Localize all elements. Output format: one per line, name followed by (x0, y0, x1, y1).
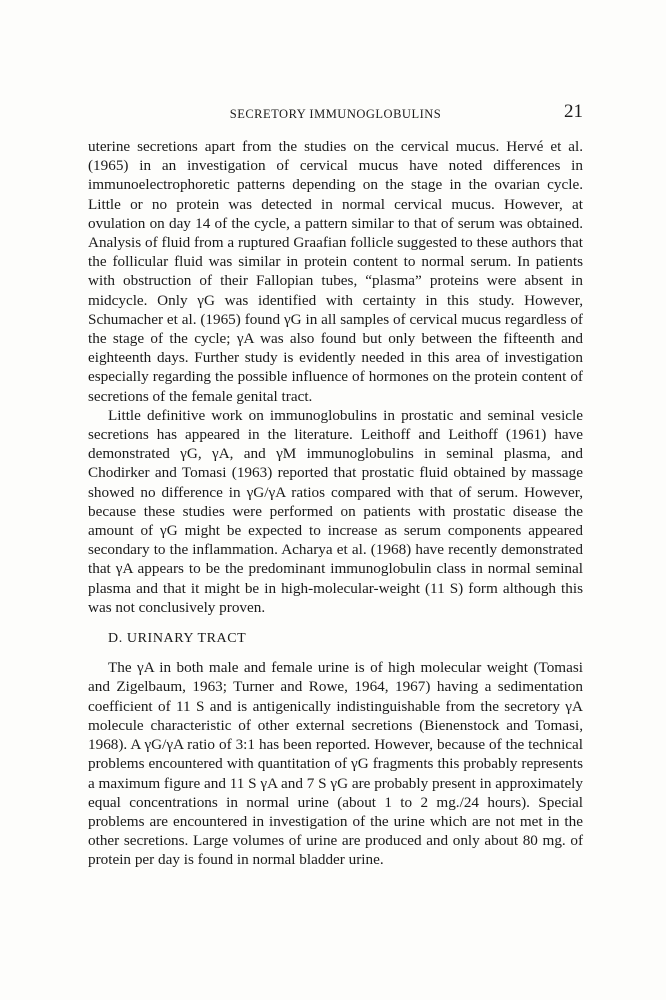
running-head (88, 101, 583, 127)
body-text (88, 137, 583, 870)
paragraph-seminal-plasma: Little definitive work on immunoglobulins in prostatic and seminal vesicle secretions has appeared in the literature. Leithoff and Leithoff (1961) have demonstrated γG, γA, and γM immunoglobulins in seminal plasma, and Chodirker and Tomasi (1963) reported that prostatic fluid obtained by massage showed no difference in γG/γA ratios compared with that of serum. However, because these studies were performed on patients with prostatic disease the amount of γG might be expected to increase as serum components appeared secondary to the inflammation. Acharya et al. (1968) have recently demonstrated that γA appears to be the predominant immunoglobulin class in normal seminal plasma and that it might be in high-molecular-weight (11 S) form although this was not conclusively proven. (88, 406, 583, 616)
section-heading-urinary-tract: D. URINARY TRACT (108, 631, 247, 647)
paragraph-urine: The γA in both male and female urine is of high molecular weight (Tomasi and Zigelbaum, 1963; Turner and Rowe, 1964, 1967) having a sedimentation coefficient of 11 S and is antigenically indistinguishable from the secretory γA molecule characteristic of other external secretions (Bienenstock and Tomasi, 1968). A γG/γA ratio of 3:1 has been reported. However, because of the technical problems encountered with quantitation of γG fragments this probably represents a maximum figure and 11 S γA and 7 S γG are probably present in approximately equal concentrations in normal urine (about 1 to 2 mg./24 hours). Special problems are encountered in investigation of the urine which are not met in the other secretions. Large volumes of urine are produced and only about 80 mg. of protein per day is found in normal bladder urine. (88, 659, 583, 869)
running-title: SECRETORY IMMUNOGLOBULINS (229, 107, 442, 121)
page-number: 21 (564, 101, 583, 122)
paragraph-cervical-mucus: uterine secretions apart from the studies on the cervical mucus. Hervé et al. (1965) in an investigation of cervical mucus have noted differences in immunoelectrophoretic patterns depending on the stage in the ovarian cycle. Little or no protein was detected in normal cervical mucus. However, at ovulation on day 14 of the cycle, a pattern similar to that of serum was obtained. Analysis of fluid from a ruptured Graafian follicle suggested to these authors that the follicular fluid was similar in protein content to normal serum. In patients with obstruction of their Fallopian tubes, “plasma” proteins were absent in midcycle. Only γG was identified with certainty in this study. However, Schumacher et al. (1965) found γG in all samples of cervical mucus regardless of the stage of the cycle; γA was also found but only between the fifteenth and eighteenth days. Further study is evidently needed in this area of investigation especially regarding the possible influence of hormones on the protein content of secretions of the female genital tract. (88, 138, 583, 405)
